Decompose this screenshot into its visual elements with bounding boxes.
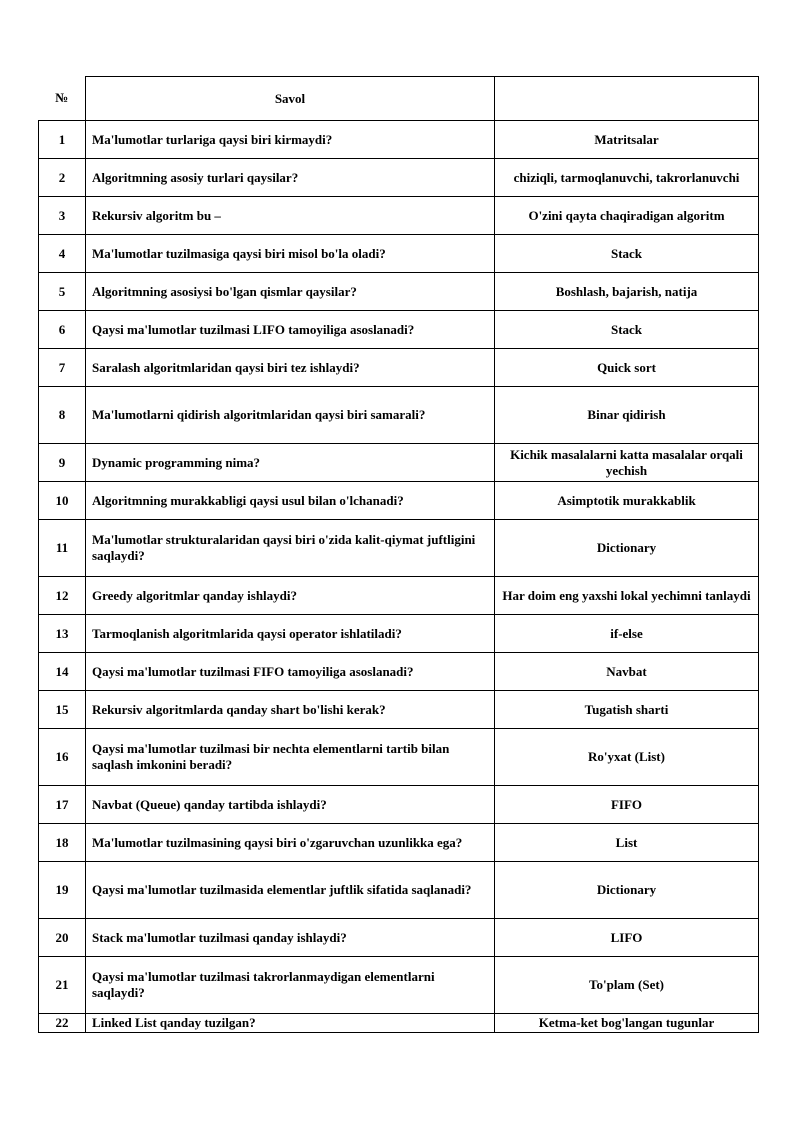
row-answer: FIFO (495, 786, 759, 824)
row-number: 19 (39, 862, 86, 919)
row-question: Ma'lumotlarni qidirish algoritmlaridan qaysi biri samarali? (86, 387, 495, 444)
row-answer: if-else (495, 615, 759, 653)
row-number: 4 (39, 235, 86, 273)
row-question: Algoritmning asosiysi bo'lgan qismlar qaysilar? (86, 273, 495, 311)
row-number: 3 (39, 197, 86, 235)
row-answer: Har doim eng yaxshi lokal yechimni tanlaydi (495, 577, 759, 615)
row-question: Rekursiv algoritm bu – (86, 197, 495, 235)
row-number: 16 (39, 729, 86, 786)
row-answer: Binar qidirish (495, 387, 759, 444)
row-answer: Boshlash, bajarish, natija (495, 273, 759, 311)
row-answer: O'zini qayta chaqiradigan algoritm (495, 197, 759, 235)
table-row (39, 197, 759, 235)
row-answer: To'plam (Set) (495, 957, 759, 1014)
row-answer: Dictionary (495, 520, 759, 577)
table-row (39, 273, 759, 311)
header-number: № (39, 77, 86, 121)
row-question: Linked List qanday tuzilgan? (86, 1014, 495, 1033)
row-number: 9 (39, 444, 86, 482)
row-answer: Kichik masalalarni katta masalalar orqali yechish (495, 444, 759, 482)
row-number: 8 (39, 387, 86, 444)
row-answer: chiziqli, tarmoqlanuvchi, takrorlanuvchi (495, 159, 759, 197)
row-number: 14 (39, 653, 86, 691)
row-question: Rekursiv algoritmlarda qanday shart bo'lishi kerak? (86, 691, 495, 729)
row-number: 18 (39, 824, 86, 862)
row-number: 6 (39, 311, 86, 349)
row-answer: Navbat (495, 653, 759, 691)
row-question: Qaysi ma'lumotlar tuzilmasida elementlar juftlik sifatida saqlanadi? (86, 862, 495, 919)
row-answer: Stack (495, 235, 759, 273)
row-number: 13 (39, 615, 86, 653)
row-question: Algoritmning murakkabligi qaysi usul bilan o'lchanadi? (86, 482, 495, 520)
row-number: 22 (39, 1014, 86, 1033)
row-number: 10 (39, 482, 86, 520)
row-number: 7 (39, 349, 86, 387)
table-row (39, 121, 759, 159)
row-answer: Stack (495, 311, 759, 349)
table-row (39, 786, 759, 824)
row-number: 2 (39, 159, 86, 197)
table-row (39, 482, 759, 520)
question-answer-table (38, 76, 759, 1033)
header-question: Savol (86, 77, 495, 121)
row-answer: LIFO (495, 919, 759, 957)
row-question: Navbat (Queue) qanday tartibda ishlaydi? (86, 786, 495, 824)
row-question: Stack ma'lumotlar tuzilmasi qanday ishlaydi? (86, 919, 495, 957)
table-row (39, 235, 759, 273)
row-answer: Asimptotik murakkablik (495, 482, 759, 520)
row-question: Ma'lumotlar tuzilmasining qaysi biri o'zgaruvchan uzunlikka ega? (86, 824, 495, 862)
row-answer: Dictionary (495, 862, 759, 919)
row-question: Algoritmning asosiy turlari qaysilar? (86, 159, 495, 197)
row-question: Ma'lumotlar turlariga qaysi biri kirmaydi? (86, 121, 495, 159)
table-row (39, 387, 759, 444)
row-question: Dynamic programming nima? (86, 444, 495, 482)
row-number: 15 (39, 691, 86, 729)
table-row (39, 520, 759, 577)
row-number: 11 (39, 520, 86, 577)
table-row (39, 1014, 759, 1033)
row-number: 1 (39, 121, 86, 159)
header-answer (495, 77, 759, 121)
row-answer: Ro'yxat (List) (495, 729, 759, 786)
row-question: Ma'lumotlar tuzilmasiga qaysi biri misol bo'la oladi? (86, 235, 495, 273)
row-question: Qaysi ma'lumotlar tuzilmasi bir nechta elementlarni tartib bilan saqlash imkonini beradi? (86, 729, 495, 786)
table-row (39, 957, 759, 1014)
table-row (39, 349, 759, 387)
table-row (39, 862, 759, 919)
row-question: Qaysi ma'lumotlar tuzilmasi LIFO tamoyiliga asoslanadi? (86, 311, 495, 349)
table-row (39, 729, 759, 786)
row-number: 12 (39, 577, 86, 615)
row-number: 17 (39, 786, 86, 824)
row-question: Ma'lumotlar strukturalaridan qaysi biri o'zida kalit-qiymat juftligini saqlaydi? (86, 520, 495, 577)
table-header-row (39, 77, 759, 121)
row-number: 20 (39, 919, 86, 957)
row-question: Greedy algoritmlar qanday ishlaydi? (86, 577, 495, 615)
table-row (39, 159, 759, 197)
table-row (39, 653, 759, 691)
row-question: Qaysi ma'lumotlar tuzilmasi takrorlanmaydigan elementlarni saqlaydi? (86, 957, 495, 1014)
row-answer: Ketma-ket bog'langan tugunlar (495, 1014, 759, 1033)
table-row (39, 311, 759, 349)
table-row (39, 824, 759, 862)
row-question: Qaysi ma'lumotlar tuzilmasi FIFO tamoyiliga asoslanadi? (86, 653, 495, 691)
row-answer: Quick sort (495, 349, 759, 387)
row-number: 21 (39, 957, 86, 1014)
row-answer: Matritsalar (495, 121, 759, 159)
table-row (39, 444, 759, 482)
row-question: Tarmoqlanish algoritmlarida qaysi operator ishlatiladi? (86, 615, 495, 653)
table-row (39, 919, 759, 957)
table-row (39, 691, 759, 729)
row-question: Saralash algoritmlaridan qaysi biri tez ishlaydi? (86, 349, 495, 387)
row-answer: Tugatish sharti (495, 691, 759, 729)
row-number: 5 (39, 273, 86, 311)
table-row (39, 577, 759, 615)
row-answer: List (495, 824, 759, 862)
table-row (39, 615, 759, 653)
